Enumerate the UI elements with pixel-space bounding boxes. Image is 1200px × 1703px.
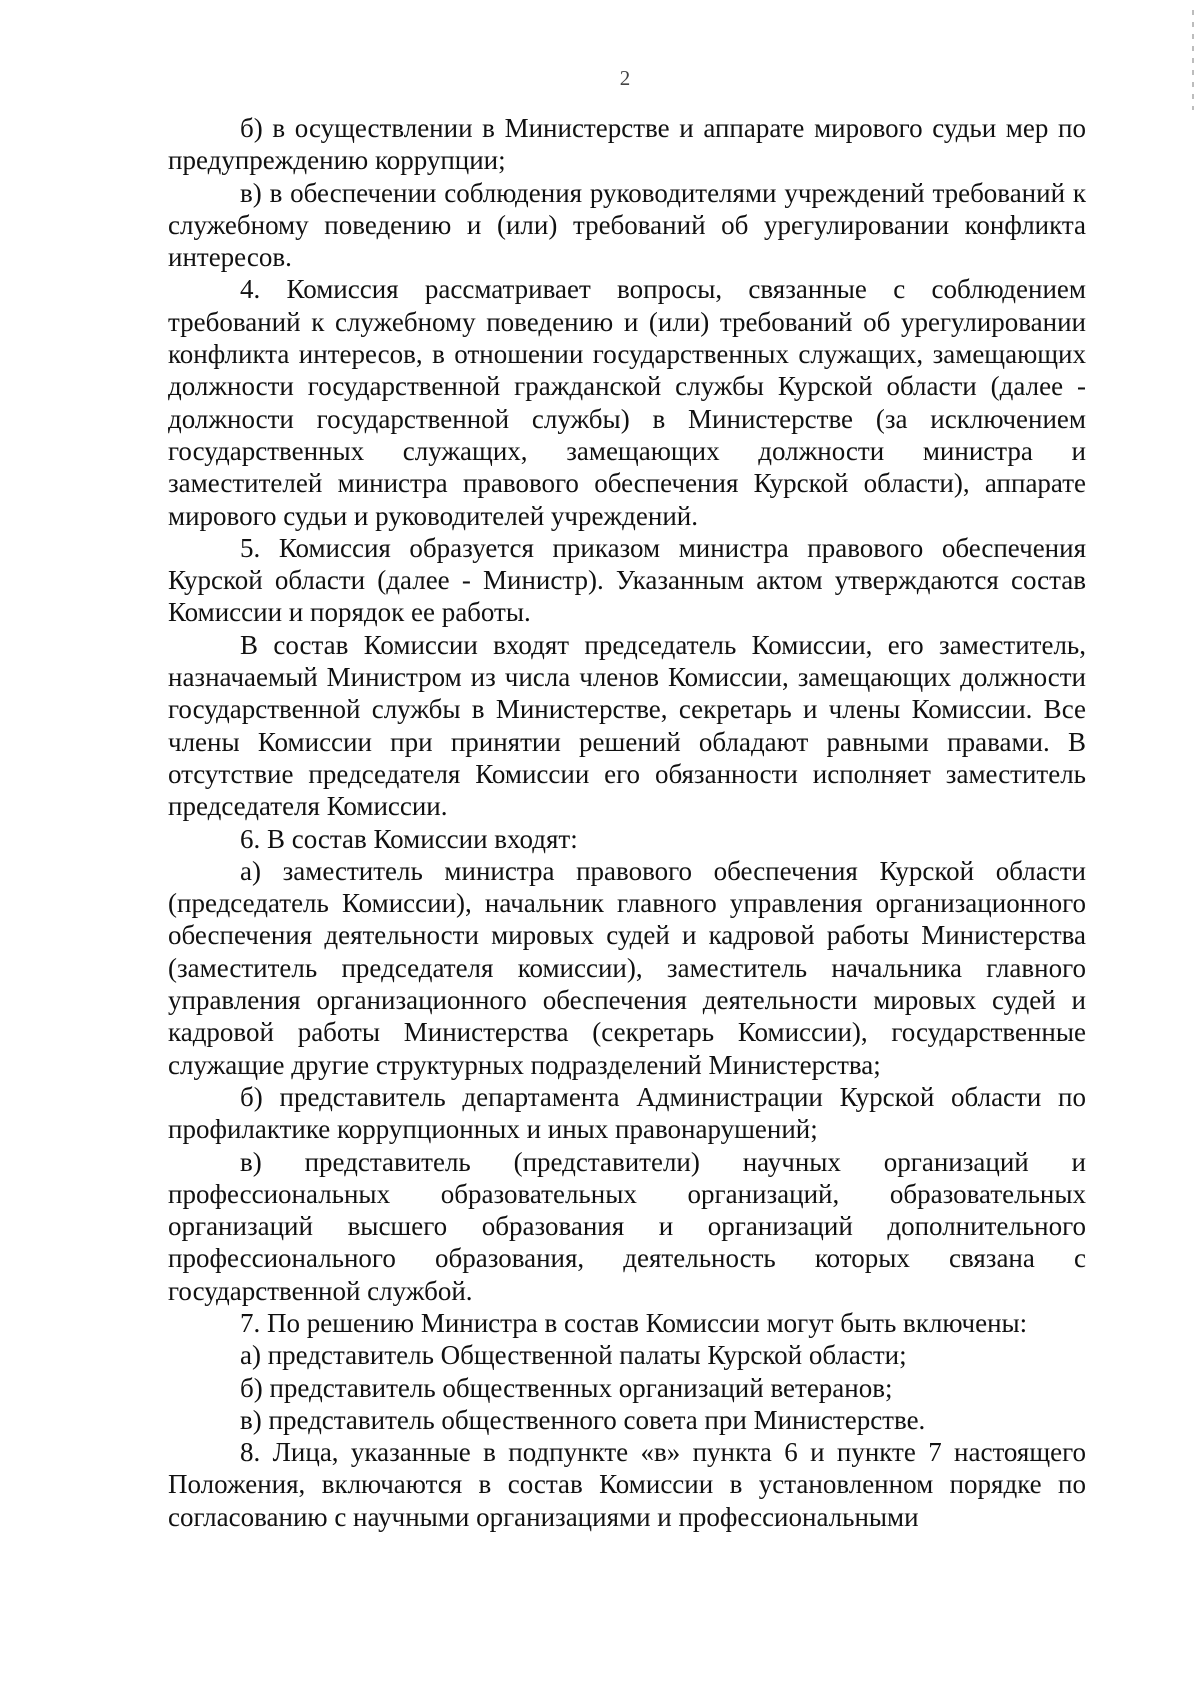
document-body <box>168 112 1086 1533</box>
scan-edge-marks <box>1192 10 1194 110</box>
paragraph-5-composition: В состав Комиссии входят председатель Комиссии, его заместитель, назначаемый Министром из числа членов Комиссии, замещающих должности государственной службы в Министерстве, секретарь и члены Комиссии. Все члены Комиссии при принятии решений обладают равными правами. В отсутствие председателя Комиссии его обязанности исполняет заместитель председателя Комиссии. <box>168 629 1086 822</box>
paragraph-4: 4. Комиссия рассматривает вопросы, связанные с соблюдением требований к служебному поведению и (или) требований об урегулировании конфликта интересов, в отношении государственных служащих, замещающих должности государственной гражданской службы Курской области (далее - должности государственной службы) в Министерстве (за исключением государственных служащих, замещающих должности министра и заместителей министра правового обеспечения Курской области), аппарате мирового судьи и руководителей учреждений. <box>168 274 1086 531</box>
paragraph-7v: в) представитель общественного совета при Министерстве. <box>240 1404 926 1435</box>
paragraph-6: 6. В состав Комиссии входят: <box>240 823 578 854</box>
paragraph-3b: б) в осуществлении в Министерстве и аппарате мирового судьи мер по предупреждению коррупции; <box>168 113 1086 176</box>
paragraph-5: 5. Комиссия образуется приказом министра правового обеспечения Курской области (далее - Министр). Указанным актом утверждаются состав Комиссии и порядок ее работы. <box>168 532 1086 628</box>
paragraph-7a: а) представитель Общественной палаты Курской области; <box>240 1340 907 1371</box>
paragraph-6v: в) представитель (представители) научных организаций и профессиональных образовательных организаций, образовательных организаций высшего образования и организаций дополнительного профессионального образования, деятельность которых связана с государственной службой. <box>168 1146 1086 1306</box>
paragraph-8: 8. Лица, указанные в подпункте «в» пункта 6 и пункте 7 настоящего Положения, включаются в состав Комиссии в установленном порядке по согласованию с научными организациями и профессиональными <box>168 1437 1086 1532</box>
paragraph-7: 7. По решению Министра в состав Комиссии могут быть включены: <box>240 1307 1028 1338</box>
paragraph-6a: а) заместитель министра правового обеспечения Курской области (председатель Комиссии), начальник главного управления организационного обеспечения деятельности мировых судей и кадровой работы Министерства (заместитель председателя комиссии), заместитель начальника главного управления организационного обеспечения деятельности мировых судей и кадровой работы Министерства (секретарь Комиссии), государственные служащие другие структурных подразделений Министерства; <box>168 855 1086 1080</box>
page-number: 2 <box>619 66 631 90</box>
paragraph-7b: б) представитель общественных организаций ветеранов; <box>240 1372 893 1403</box>
paragraph-6b: б) представитель департамента Администрации Курской области по профилактике коррупционных и иных правонарушений; <box>168 1081 1086 1145</box>
paragraph-3v: в) в обеспечении соблюдения руководителями учреждений требований к служебному поведению и (или) требований об урегулировании конфликта интересов. <box>168 177 1086 273</box>
